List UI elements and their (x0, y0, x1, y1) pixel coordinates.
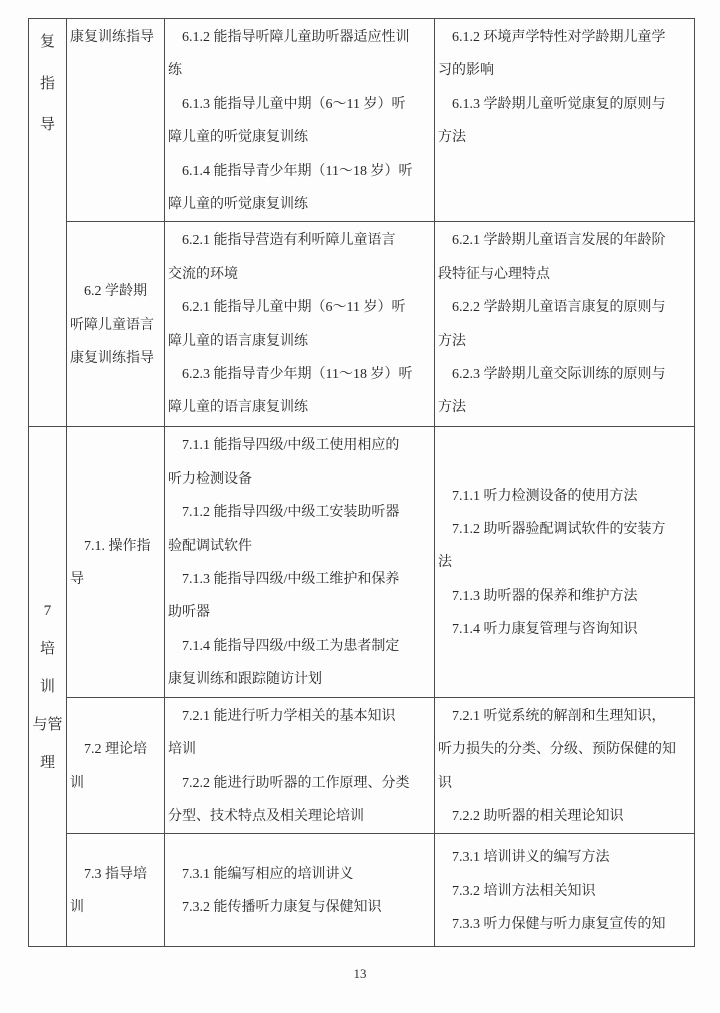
section-6-2-knowledge-cell (435, 222, 695, 427)
section-7-1-label-cell (67, 427, 165, 697)
page-number: 13 (353, 966, 367, 981)
category-cell-rehab-guidance (29, 19, 67, 427)
category-vertical-label: 复 指 导 (39, 34, 55, 133)
section-6-2-skills-cell (165, 222, 435, 427)
skill-requirements-text: 7.3.1 能编写相应的培训讲义 7.3.2 能传播听力康复与保健知识 (181, 866, 382, 916)
knowledge-requirements-text: 6.1.2 环境声学特性对学龄期儿童学 习的影响 6.1.3 学龄期儿童听觉康复的原则与 方法 (438, 30, 666, 146)
section-7-2-label-cell (67, 697, 165, 834)
section-label: 7.1. 操作指 导 (70, 538, 151, 588)
section-6-2-label-cell (67, 222, 165, 427)
skill-requirements-text: 7.1.1 能指导四级/中级工使用相应的 听力检测设备 7.1.2 能指导四级/中级工安装助听器 验配调试软件 7.1.3 能指导四级/中级工维护和保养 助听器 7.1.4 能指导四级/中级工为患者制定 康复训练和跟踪随访计划 (168, 438, 400, 688)
section-label: 6.2 学龄期 听障儿童语言 康复训练指导 (70, 284, 154, 367)
knowledge-requirements-text: 7.1.1 听力检测设备的使用方法 7.1.2 助听器验配调试软件的安装方 法 7.1.3 助听器的保养和维护方法 7.1.4 听力康复管理与咨询知识 (438, 488, 666, 638)
section-7-3-skills-cell (165, 834, 435, 947)
skill-knowledge-table (28, 18, 695, 947)
knowledge-requirements-text: 7.2.1 听觉系统的解剖和生理知识， 听力损失的分类、分级、预防保健的知 识 7.2.2 助听器的相关理论知识 (438, 708, 676, 824)
knowledge-requirements-text: 7.3.1 培训讲义的编写方法 7.3.2 培训方法相关知识 7.3.3 听力保健与听力康复宣传的知 (451, 850, 666, 933)
section-7-2-skills-cell (165, 697, 435, 834)
section-7-1-skills-cell (165, 427, 435, 697)
section-label: 7.2 理论培 训 (70, 742, 147, 791)
category-cell-training-management (29, 427, 67, 947)
section-label: 康复训练指导 (70, 30, 154, 45)
table-row (29, 697, 695, 834)
section-6-1-label-cell (67, 19, 165, 222)
section-7-3-knowledge-cell (435, 834, 695, 947)
table-row (29, 834, 695, 947)
skill-requirements-text: 7.2.1 能进行听力学相关的基本知识 培训 7.2.2 能进行助听器的工作原理、分类 分型、技术特点及相关理论培训 (168, 708, 410, 824)
section-6-1-skills-cell (165, 19, 435, 222)
section-7-1-knowledge-cell (435, 427, 695, 697)
skill-requirements-text: 6.2.1 能指导营造有利听障儿童语言 交流的环境 6.2.1 能指导儿童中期（6～11 岁）听 障儿童的语言康复训练 6.2.3 能指导青少年期（11～18 岁）听 障儿童的语言康复训练 (168, 233, 413, 416)
table-row (29, 427, 695, 697)
section-7-3-label-cell (67, 834, 165, 947)
category-vertical-label: 7 培 训 与管 理 (32, 602, 63, 771)
table-row (29, 222, 695, 427)
section-7-2-knowledge-cell (435, 697, 695, 834)
table-row (29, 19, 695, 222)
section-label: 7.3 指导培 训 (70, 866, 147, 916)
section-6-1-knowledge-cell (435, 19, 695, 222)
knowledge-requirements-text: 6.2.1 学龄期儿童语言发展的年龄阶 段特征与心理特点 6.2.2 学龄期儿童语言康复的原则与 方法 6.2.3 学龄期儿童交际训练的原则与 方法 (438, 233, 666, 416)
skill-requirements-text: 6.1.2 能指导听障儿童助听器适应性训 练 6.1.3 能指导儿童中期（6～11 岁）听 障儿童的听觉康复训练 6.1.4 能指导青少年期（11～18 岁）听 障儿童的听觉康复训练 (168, 30, 413, 213)
